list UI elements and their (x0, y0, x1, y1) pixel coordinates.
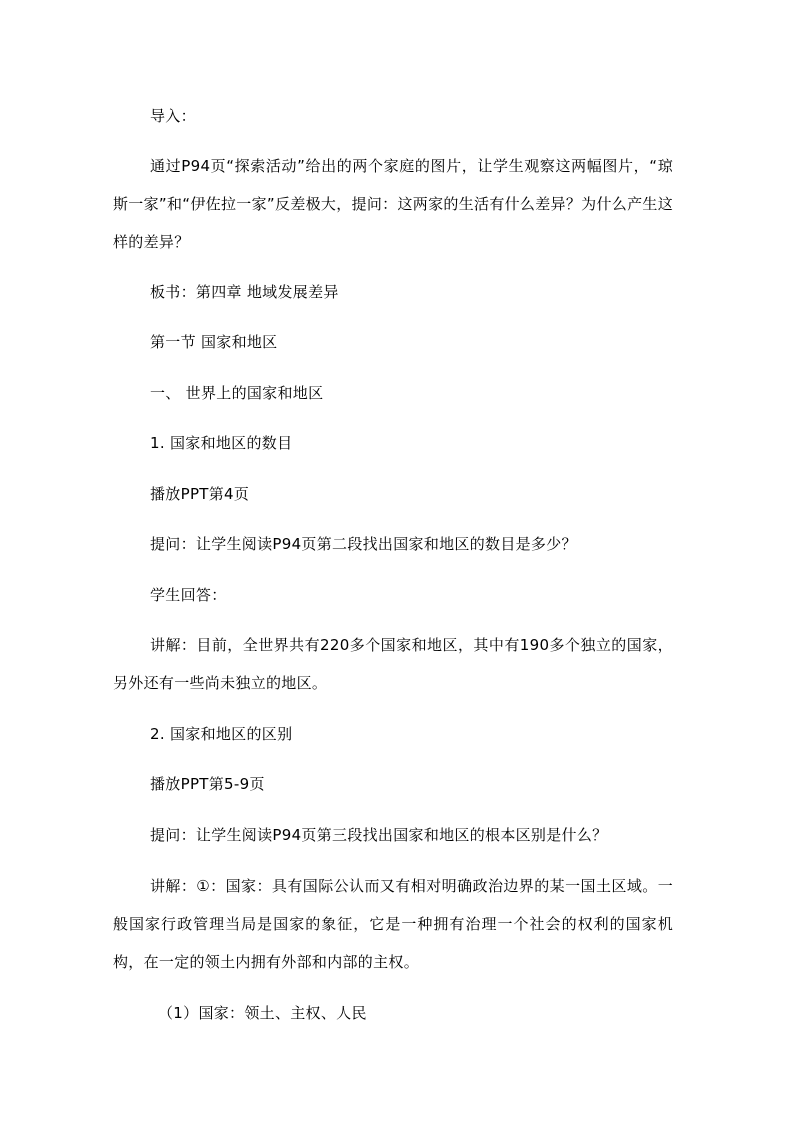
paragraph-intro-label: 导入： (150, 107, 196, 125)
paragraph-subheading-count: 1. 国家和地区的数目 (150, 434, 293, 452)
paragraph-question-difference: 提问：让学生阅读P94页第三段找出国家和地区的根本区别是什么？ (150, 826, 608, 844)
paragraph-section-title: 第一节 国家和地区 (150, 333, 278, 351)
paragraph-intro-text: 通过P94页“探索活动”给出的两个家庭的图片，让学生观察这两幅图片，“琼斯一家”和“伊佐拉一家”反差极大，提问：这两家的生活有什么差异？为什么产生这样的差异？ (113, 157, 673, 251)
paragraph-explanation-count: 讲解：目前，全世界共有220多个国家和地区，其中有190多个独立的国家，另外还有一些尚未独立的地区。 (113, 636, 673, 692)
paragraph-subheading-difference: 2. 国家和地区的区别 (150, 725, 293, 743)
paragraph-ppt-pages-5-9: 播放PPT第5-9页 (150, 775, 265, 793)
paragraph-board-chapter: 板书：第四章 地域发展差异 (150, 283, 339, 301)
paragraph-heading-one: 一、 世界上的国家和地区 (150, 384, 324, 402)
paragraph-ppt-page-4: 播放PPT第4页 (150, 485, 250, 503)
paragraph-student-answer: 学生回答： (150, 586, 227, 604)
paragraph-explanation-country: 讲解：①：国家：具有国际公认而又有相对明确政治边界的某一国土区域。一般国家行政管理当局是国家的象征，它是一种拥有治理一个社会的权利的国家机构，在一定的领土内拥有外部和内部的主权。 (113, 877, 673, 971)
paragraph-country-elements: （1）国家：领土、主权、人民 (158, 1004, 367, 1022)
paragraph-question-count: 提问：让学生阅读P94页第二段找出国家和地区的数目是多少？ (150, 535, 577, 553)
